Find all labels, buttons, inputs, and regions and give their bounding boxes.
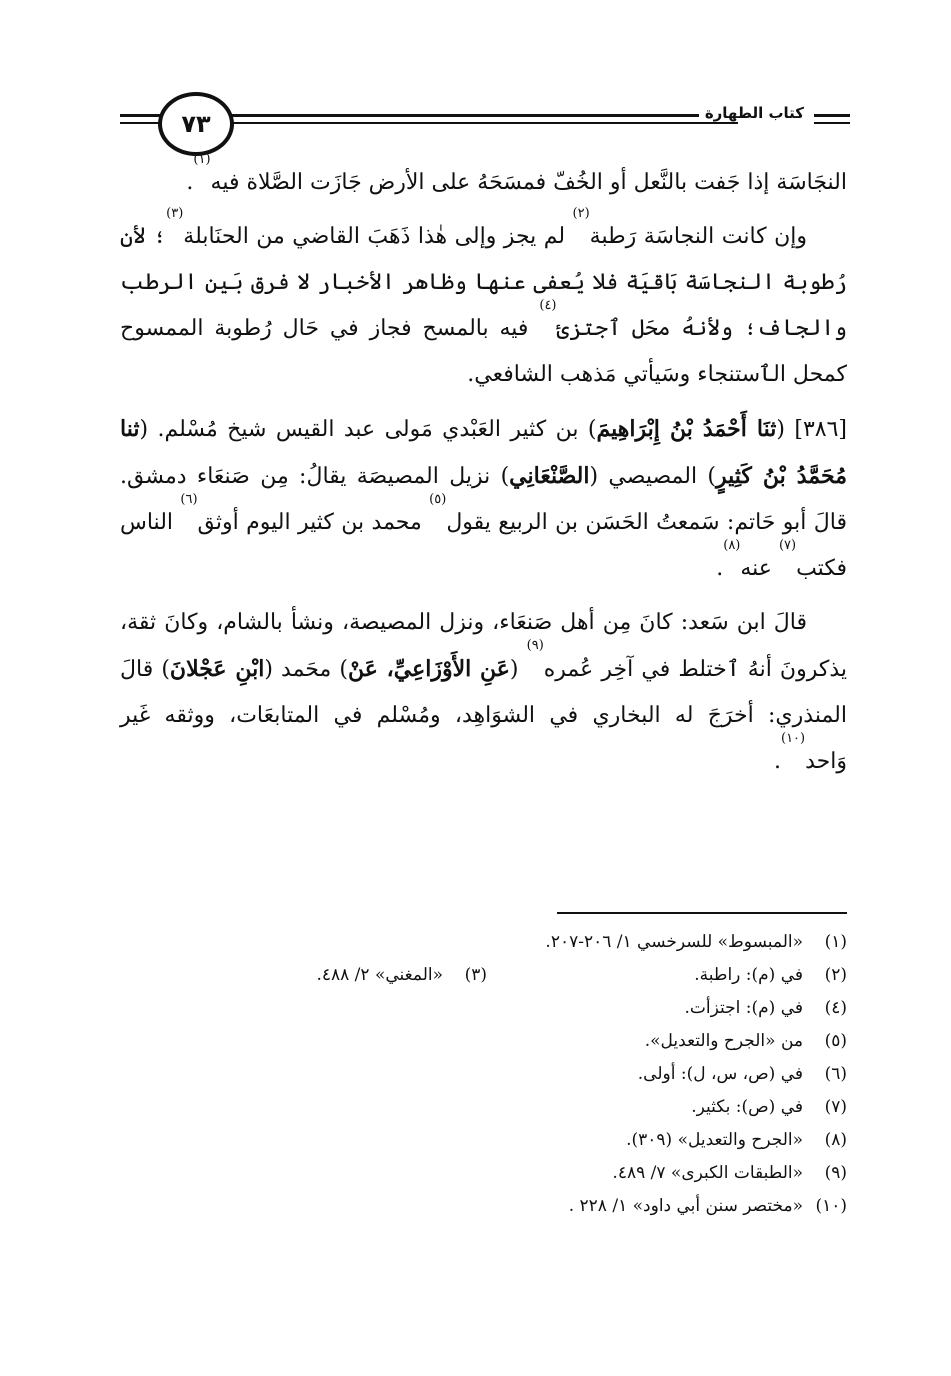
footnote: [487, 959, 847, 992]
footnote-number: (٩): [824, 1163, 847, 1183]
text-run: الناس فكتب: [120, 510, 847, 581]
text-run: قالَ ابن سَعد: كانَ مِن أهل صَنعَاء، ونزل المصيصة، ونشأ بالشام، وكانَ ثقة، يذكرونَ أنهُ ٱختلط في آخِر عُمره: [120, 610, 847, 682]
text-run: محمد بن كثير اليوم أوثق: [197, 510, 430, 535]
footnote-separator: [557, 912, 847, 914]
footnote-text: «مختصر سنن أبي داود» ١/ ٢٢٨ .: [568, 1196, 803, 1216]
text-run: ) المصيصي (: [589, 464, 716, 489]
paragraph: [120, 600, 847, 785]
footnote-text: في (م): اجتزأت.: [684, 998, 803, 1018]
header-rule: [120, 114, 160, 117]
footnote-text: «المغني» ٢/ ٤٨٨.: [316, 965, 443, 985]
footnote-number: (٧): [824, 1097, 847, 1117]
footnote-number: (٨): [824, 1130, 847, 1150]
footnote-text: في (م): راطبة.: [694, 965, 803, 985]
narrator-name: عَنِ الأَوْزَاعِيِّ، عَنْ: [347, 656, 510, 682]
narrator-name: ثنَا أَحْمَدُ بْنُ إِبْرَاهِيمَ: [596, 416, 777, 442]
text-run: ) قالَ المنذري: أخرَجَ له البخاري في الشوَاهِد، ومُسْلم في المتابعَات، ووثقه غَير وَاحد: [120, 657, 847, 774]
footnote-text: من «الجرح والتعديل».: [644, 1031, 803, 1051]
footnote: [120, 992, 847, 1025]
footnote-pair: [120, 959, 847, 992]
text-run: وإن كانت النجاسَة رَطبة: [589, 224, 807, 249]
text-run: النجَاسَة إذا جَفت بالنَّعل أو الخُفّ فمسَحَهُ على الأرض جَازَت الصَّلاة فيه: [210, 170, 847, 195]
text-run: [٣٨٦] (: [776, 417, 847, 442]
footnote: [127, 959, 487, 992]
footnote-number: (٣): [464, 965, 487, 985]
header-rule: [225, 114, 738, 117]
footnotes: [120, 926, 847, 1223]
footnote-ref[interactable]: (٨): [723, 538, 741, 553]
footnote-ref[interactable]: (٥): [429, 492, 447, 507]
header-rule: [225, 122, 738, 124]
narrator-name: ابْنِ عَجْلانَ: [169, 656, 265, 682]
footnote-ref[interactable]: (٧): [778, 538, 797, 553]
paragraph: [120, 206, 848, 398]
text-run: عنه: [740, 556, 779, 581]
footnote: [120, 1124, 847, 1157]
footnote-ref[interactable]: (٩): [526, 638, 544, 653]
main-text: [120, 152, 848, 793]
footnote-ref[interactable]: (٣): [166, 206, 184, 221]
footnote-ref[interactable]: (١): [193, 152, 211, 167]
narrator-name: ثنا مُحَمَّدُ بْنُ كَثِيرٍ: [120, 416, 847, 489]
text-run: ) محَمد (: [264, 657, 348, 682]
footnote: [120, 926, 847, 959]
page-header: [120, 90, 850, 154]
text-run: ) نزيل المصيصَة يقالُ: مِن صَنعَاء دمشق. قالَ أبو حَاتم: سَمعتُ الحَسَن بن الربيع يقول: [120, 464, 847, 535]
text-run: ) بن كثير العَبْدي مَولى عبد القيس شيخ مُسْلم. (: [139, 417, 597, 442]
footnote-text: «الطبقات الكبرى» ٧/ ٤٨٩.: [612, 1163, 803, 1183]
footnote-ref[interactable]: (٢): [572, 206, 590, 221]
footnote-number: (٥): [824, 1031, 847, 1051]
text-run: .: [186, 170, 194, 195]
text-run: .: [716, 556, 724, 581]
footnote-number: (٦): [824, 1064, 847, 1084]
footnote-number: (٤): [824, 998, 847, 1018]
page-number: ٧٣: [158, 92, 234, 156]
text-run: لم يجز وإلى هٰذا ذَهَبَ القاضي من الحنَابلة: [183, 224, 573, 249]
footnote-ref[interactable]: (٦): [180, 492, 198, 507]
footnote: [120, 1025, 847, 1058]
footnote-text: في (ص، س، ل): أولى.: [637, 1064, 803, 1084]
text-run: ؛ لأن رُطوبة النجاسَة بَاقيَة فلا يُعفى عنها وظاهر الأخبار لا فرق بَين الرطب والجاف؛ ولأنهُ محَل ٱجتزئ: [120, 224, 848, 341]
footnote-text: «المبسوط» للسرخسي ١/ ٢٠٦-٢٠٧.: [545, 932, 803, 952]
footnote-text: «الجرح والتعديل» (٣٠٩).: [626, 1130, 803, 1150]
text-run: فيه بالمسح فجاز في حَال رُطوبة الممسوح كمحل الٱستنجاء وسَيأتي مَذهب الشافعي.: [120, 316, 847, 387]
narrator-name: الصَّنْعَانِي: [509, 463, 590, 489]
footnote-number: (٢): [824, 965, 847, 985]
footnote-text: في (ص): بكثير.: [691, 1097, 803, 1117]
footnote-ref[interactable]: (٤): [539, 298, 557, 313]
text-run: (: [509, 657, 527, 682]
footnote-number: (١٠): [815, 1196, 847, 1216]
header-rule: [814, 114, 850, 117]
footnote: [120, 1091, 847, 1124]
header-rule: [120, 122, 160, 124]
paragraph: [120, 152, 847, 206]
footnote-ref[interactable]: (١٠): [780, 731, 806, 746]
footnote: [120, 1157, 847, 1190]
header-rule: [814, 122, 850, 124]
footnote: [120, 1058, 847, 1091]
footnote: [120, 1190, 847, 1223]
text-run: .: [773, 749, 781, 774]
running-title: كتاب الطهارة: [699, 104, 810, 122]
footnote-number: (١): [824, 932, 847, 952]
paragraph: [120, 406, 847, 592]
